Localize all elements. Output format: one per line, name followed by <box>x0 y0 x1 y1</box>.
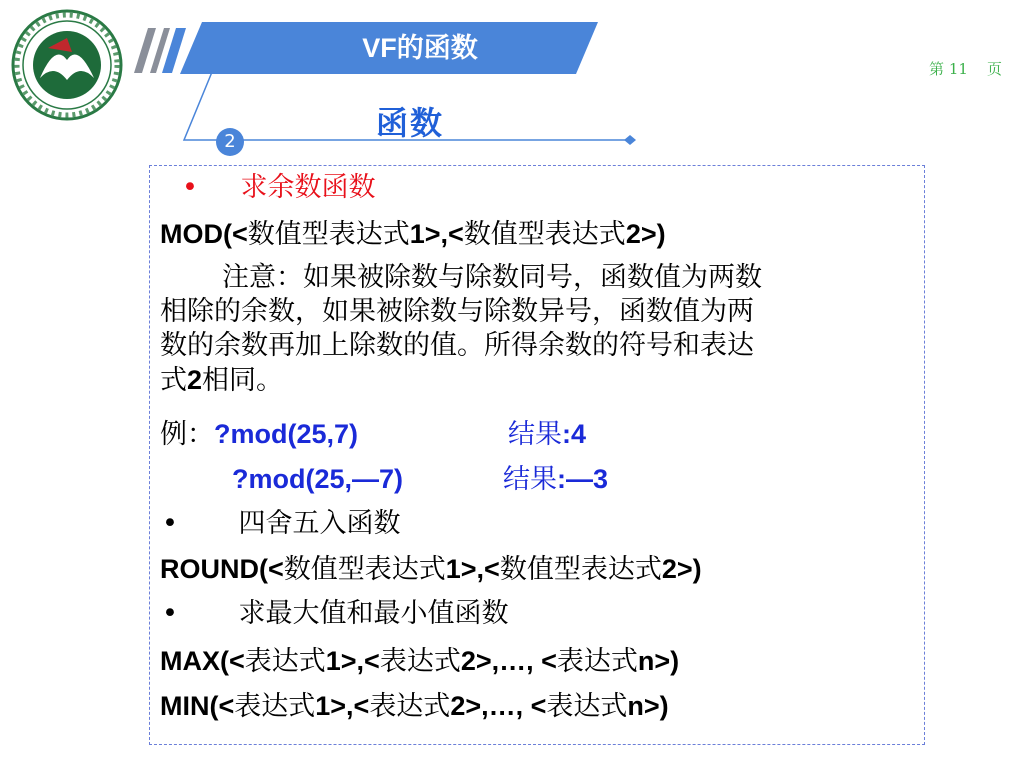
syntax-part: MAX(< <box>160 646 245 676</box>
syntax-part: 1>,< <box>315 691 370 721</box>
round-heading: 四舍五入函数 <box>238 508 401 539</box>
result-value: :4 <box>562 419 587 449</box>
note-line-3: 数的余数再加上除数的值。所得余数的符号和表达 <box>160 330 754 361</box>
syntax-part: 表达式 <box>234 691 316 722</box>
note-line-4 <box>160 364 283 397</box>
syntax-part: 1>,< <box>409 219 464 249</box>
example-label: 例： <box>160 419 214 450</box>
maxmin-heading: 求最大值和最小值函数 <box>238 598 509 629</box>
mod-heading: 求余数函数 <box>240 172 376 203</box>
syntax-part: 表达式 <box>546 691 628 722</box>
syntax-part: n>) <box>627 691 669 721</box>
min-syntax <box>160 690 669 723</box>
example-1-expr: ?mod(25,7) <box>214 419 359 449</box>
round-syntax <box>160 553 702 586</box>
result-label: 结果 <box>503 464 557 495</box>
note-part: 式 <box>160 365 187 396</box>
syntax-part: n>) <box>637 646 680 676</box>
page-number <box>929 58 1002 79</box>
section-subtitle: 函数 <box>375 104 444 142</box>
page-suffix: 页 <box>986 60 1002 78</box>
bullet: • <box>162 508 178 539</box>
syntax-part: 2>) <box>625 219 666 249</box>
page-number-value: 11 <box>948 60 968 78</box>
syntax-part: 2>,…, < <box>450 691 547 721</box>
syntax-part: MIN(< <box>160 691 235 721</box>
syntax-part: 表达式 <box>556 646 638 677</box>
syntax-part: 2>,…, < <box>460 646 557 676</box>
page-prefix: 第 <box>929 60 945 78</box>
syntax-part: 数值型表达式 <box>283 554 446 585</box>
note-line-2: 相除的余数，如果被除数与除数异号，函数值为两 <box>160 296 754 327</box>
example-2-result <box>503 463 608 496</box>
example-1-result <box>508 418 586 451</box>
slide-title-rest: 的函数 <box>396 33 478 64</box>
note-part: 相同。 <box>202 365 284 396</box>
syntax-part: 1>,< <box>445 554 500 584</box>
bullet: • <box>162 598 178 629</box>
syntax-part: 数值型表达式 <box>463 219 626 250</box>
note-part: 2 <box>187 365 203 395</box>
syntax-part: 表达式 <box>379 646 461 677</box>
note-line-1: 注意：如果被除数与除数同号，函数值为两数 <box>222 262 762 293</box>
section-number-badge: 2 <box>216 128 244 156</box>
slide-title <box>290 28 550 69</box>
syntax-part: 数值型表达式 <box>499 554 662 585</box>
example-1 <box>160 418 358 451</box>
syntax-part: ROUND(< <box>160 554 284 584</box>
syntax-part: 表达式 <box>369 691 451 722</box>
result-label: 结果 <box>508 419 562 450</box>
syntax-part: 数值型表达式 <box>247 219 410 250</box>
result-value: :—3 <box>557 464 609 494</box>
bullet: • <box>182 172 198 203</box>
syntax-part: 2>) <box>661 554 702 584</box>
school-seal-logo <box>10 8 125 123</box>
slide-title-bold: VF <box>362 33 397 63</box>
mod-syntax <box>160 218 666 251</box>
round-heading-line <box>162 508 401 540</box>
syntax-part: 表达式 <box>244 646 326 677</box>
mod-heading-line <box>182 172 376 204</box>
example-2-expr: ?mod(25,—7) <box>232 464 404 494</box>
syntax-part: 1>,< <box>325 646 380 676</box>
syntax-part: MOD(< <box>160 219 248 249</box>
maxmin-heading-line <box>162 598 509 630</box>
max-syntax <box>160 645 679 678</box>
